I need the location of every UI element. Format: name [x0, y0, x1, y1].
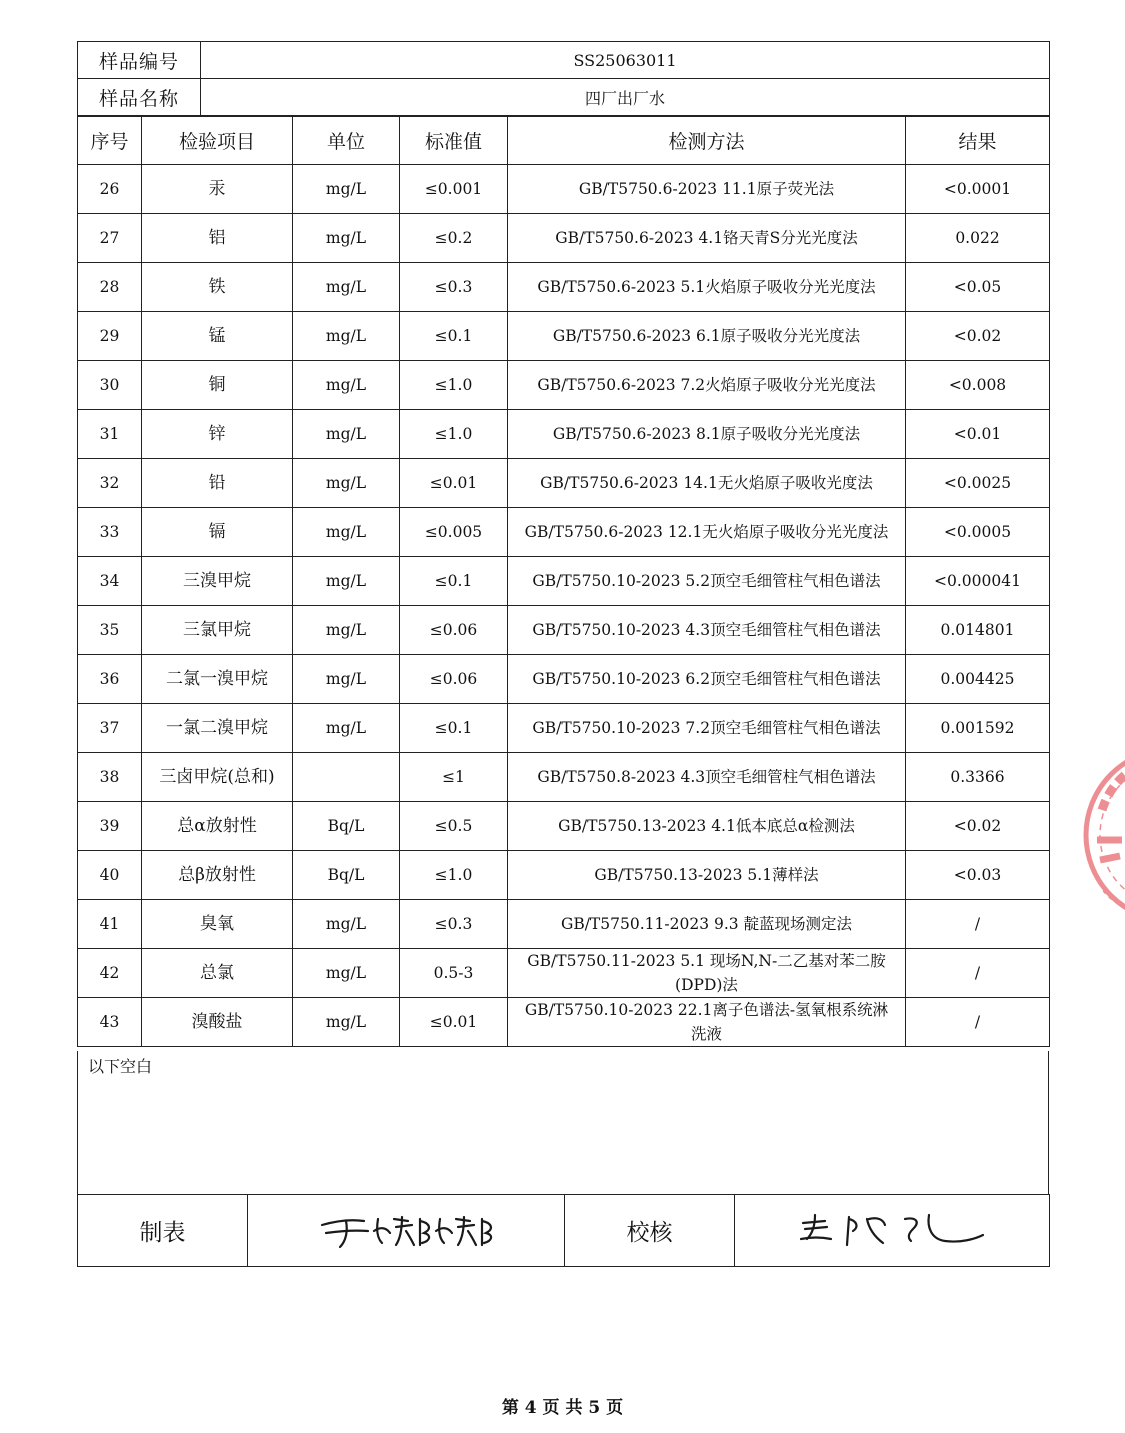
row-no: 43 [78, 998, 142, 1047]
row-standard: ≤1.0 [400, 361, 508, 410]
results-header-row [78, 117, 1050, 165]
row-result: / [906, 949, 1050, 998]
row-standard: ≤1.0 [400, 851, 508, 900]
row-method: GB/T5750.10-2023 7.2顶空毛细管柱气相色谱法 [508, 704, 906, 753]
table-row [78, 655, 1050, 704]
sample-info-table [77, 41, 1050, 116]
row-standard: ≤1 [400, 753, 508, 802]
row-item: 溴酸盐 [142, 998, 293, 1047]
signature-row [78, 1195, 1050, 1267]
sample-name-value: 四厂出厂水 [201, 79, 1050, 116]
sample-name-row [78, 79, 1050, 116]
prepared-signature [248, 1195, 565, 1267]
header-method: 检测方法 [508, 117, 906, 165]
row-unit: mg/L [293, 214, 400, 263]
row-result: 0.004425 [906, 655, 1050, 704]
row-result: / [906, 900, 1050, 949]
table-row [78, 557, 1050, 606]
row-unit: mg/L [293, 508, 400, 557]
row-standard: ≤0.1 [400, 557, 508, 606]
table-row [78, 263, 1050, 312]
checked-by-label: 校核 [565, 1195, 735, 1267]
table-row [78, 165, 1050, 214]
header-result: 结果 [906, 117, 1050, 165]
row-item: 总氯 [142, 949, 293, 998]
row-item: 二氯一溴甲烷 [142, 655, 293, 704]
row-no: 34 [78, 557, 142, 606]
row-unit: mg/L [293, 998, 400, 1047]
sample-id-label: 样品编号 [78, 42, 201, 79]
row-no: 40 [78, 851, 142, 900]
row-no: 37 [78, 704, 142, 753]
sample-id-value: SS25063011 [201, 42, 1050, 79]
row-unit: mg/L [293, 459, 400, 508]
row-unit: Bq/L [293, 851, 400, 900]
table-row [78, 949, 1050, 998]
row-method: GB/T5750.6-2023 7.2火焰原子吸收分光光度法 [508, 361, 906, 410]
row-method: GB/T5750.13-2023 5.1薄样法 [508, 851, 906, 900]
row-method: GB/T5750.6-2023 8.1原子吸收分光光度法 [508, 410, 906, 459]
checked-signature [735, 1195, 1050, 1267]
page-footer: 第 4 页 共 5 页 [501, 1398, 624, 1418]
row-item: 三氯甲烷 [142, 606, 293, 655]
row-method: GB/T5750.10-2023 4.3顶空毛细管柱气相色谱法 [508, 606, 906, 655]
row-standard: ≤0.005 [400, 508, 508, 557]
row-item: 总α放射性 [142, 802, 293, 851]
row-method: GB/T5750.6-2023 5.1火焰原子吸收分光光度法 [508, 263, 906, 312]
row-item: 一氯二溴甲烷 [142, 704, 293, 753]
row-no: 26 [78, 165, 142, 214]
header-item: 检验项目 [142, 117, 293, 165]
row-result: 0.3366 [906, 753, 1050, 802]
blank-note: 以下空白 [88, 1057, 153, 1076]
row-no: 36 [78, 655, 142, 704]
table-row [78, 214, 1050, 263]
row-result: <0.0005 [906, 508, 1050, 557]
row-method: GB/T5750.11-2023 9.3 靛蓝现场测定法 [508, 900, 906, 949]
table-row [78, 802, 1050, 851]
row-no: 28 [78, 263, 142, 312]
row-method: GB/T5750.8-2023 4.3顶空毛细管柱气相色谱法 [508, 753, 906, 802]
row-no: 38 [78, 753, 142, 802]
sample-name-label: 样品名称 [78, 79, 201, 116]
row-no: 42 [78, 949, 142, 998]
row-method: GB/T5750.6-2023 4.1铬天青S分光光度法 [508, 214, 906, 263]
row-result: <0.05 [906, 263, 1050, 312]
row-standard: ≤0.3 [400, 900, 508, 949]
row-no: 41 [78, 900, 142, 949]
table-row [78, 704, 1050, 753]
row-no: 31 [78, 410, 142, 459]
row-unit: mg/L [293, 361, 400, 410]
row-method: GB/T5750.6-2023 11.1原子荧光法 [508, 165, 906, 214]
row-unit: mg/L [293, 557, 400, 606]
row-standard: ≤0.3 [400, 263, 508, 312]
row-result: <0.01 [906, 410, 1050, 459]
table-row [78, 606, 1050, 655]
row-unit: mg/L [293, 312, 400, 361]
table-row [78, 410, 1050, 459]
header-standard: 标准值 [400, 117, 508, 165]
results-table [77, 116, 1050, 1047]
table-row [78, 459, 1050, 508]
table-row [78, 998, 1050, 1047]
row-no: 29 [78, 312, 142, 361]
row-item: 铜 [142, 361, 293, 410]
row-item: 铝 [142, 214, 293, 263]
row-result: <0.008 [906, 361, 1050, 410]
row-result: <0.000041 [906, 557, 1050, 606]
row-item: 锰 [142, 312, 293, 361]
row-result: / [906, 998, 1050, 1047]
table-row [78, 900, 1050, 949]
official-seal-stamp [1082, 740, 1125, 930]
row-standard: ≤0.06 [400, 655, 508, 704]
row-standard: ≤0.2 [400, 214, 508, 263]
row-unit: Bq/L [293, 802, 400, 851]
row-item: 铁 [142, 263, 293, 312]
table-row [78, 753, 1050, 802]
row-item: 锌 [142, 410, 293, 459]
row-method: GB/T5750.11-2023 5.1 现场N,N-二乙基对苯二胺(DPD)法 [508, 949, 906, 998]
row-method: GB/T5750.10-2023 22.1离子色谱法-氢氧根系统淋洗液 [508, 998, 906, 1047]
row-standard: ≤0.06 [400, 606, 508, 655]
row-no: 30 [78, 361, 142, 410]
row-result: <0.0001 [906, 165, 1050, 214]
row-unit: mg/L [293, 410, 400, 459]
row-item: 臭氧 [142, 900, 293, 949]
blank-area [77, 1051, 1049, 1195]
row-item: 汞 [142, 165, 293, 214]
sample-id-row [78, 42, 1050, 79]
row-no: 35 [78, 606, 142, 655]
row-result: 0.014801 [906, 606, 1050, 655]
row-unit: mg/L [293, 165, 400, 214]
row-method: GB/T5750.13-2023 4.1低本底总α检测法 [508, 802, 906, 851]
row-method: GB/T5750.10-2023 5.2顶空毛细管柱气相色谱法 [508, 557, 906, 606]
row-item: 总β放射性 [142, 851, 293, 900]
row-result: <0.03 [906, 851, 1050, 900]
row-item: 三溴甲烷 [142, 557, 293, 606]
row-unit: mg/L [293, 606, 400, 655]
prepared-by-label: 制表 [78, 1195, 248, 1267]
row-item: 铅 [142, 459, 293, 508]
checked-signature-image [797, 1209, 987, 1249]
row-no: 27 [78, 214, 142, 263]
header-unit: 单位 [293, 117, 400, 165]
row-no: 33 [78, 508, 142, 557]
row-unit [293, 753, 400, 802]
row-result: <0.0025 [906, 459, 1050, 508]
row-no: 39 [78, 802, 142, 851]
row-method: GB/T5750.6-2023 12.1无火焰原子吸收分光光度法 [508, 508, 906, 557]
row-item: 三卤甲烷(总和) [142, 753, 293, 802]
table-row [78, 361, 1050, 410]
row-standard: ≤0.5 [400, 802, 508, 851]
row-result: <0.02 [906, 312, 1050, 361]
row-standard: ≤0.1 [400, 704, 508, 753]
row-standard: ≤0.01 [400, 998, 508, 1047]
table-row [78, 508, 1050, 557]
row-standard: ≤0.01 [400, 459, 508, 508]
row-no: 32 [78, 459, 142, 508]
row-method: GB/T5750.6-2023 6.1原子吸收分光光度法 [508, 312, 906, 361]
header-no: 序号 [78, 117, 142, 165]
row-unit: mg/L [293, 655, 400, 704]
row-standard: ≤1.0 [400, 410, 508, 459]
table-row [78, 312, 1050, 361]
row-unit: mg/L [293, 263, 400, 312]
row-method: GB/T5750.6-2023 14.1无火焰原子吸收光度法 [508, 459, 906, 508]
row-method: GB/T5750.10-2023 6.2顶空毛细管柱气相色谱法 [508, 655, 906, 704]
row-result: 0.001592 [906, 704, 1050, 753]
row-unit: mg/L [293, 949, 400, 998]
row-unit: mg/L [293, 704, 400, 753]
row-result: <0.02 [906, 802, 1050, 851]
row-standard: 0.5-3 [400, 949, 508, 998]
prepared-signature-image [316, 1209, 496, 1249]
results-body [78, 165, 1050, 1047]
row-item: 镉 [142, 508, 293, 557]
row-result: 0.022 [906, 214, 1050, 263]
row-unit: mg/L [293, 900, 400, 949]
table-row [78, 851, 1050, 900]
row-standard: ≤0.1 [400, 312, 508, 361]
row-standard: ≤0.001 [400, 165, 508, 214]
signature-table [77, 1194, 1050, 1267]
